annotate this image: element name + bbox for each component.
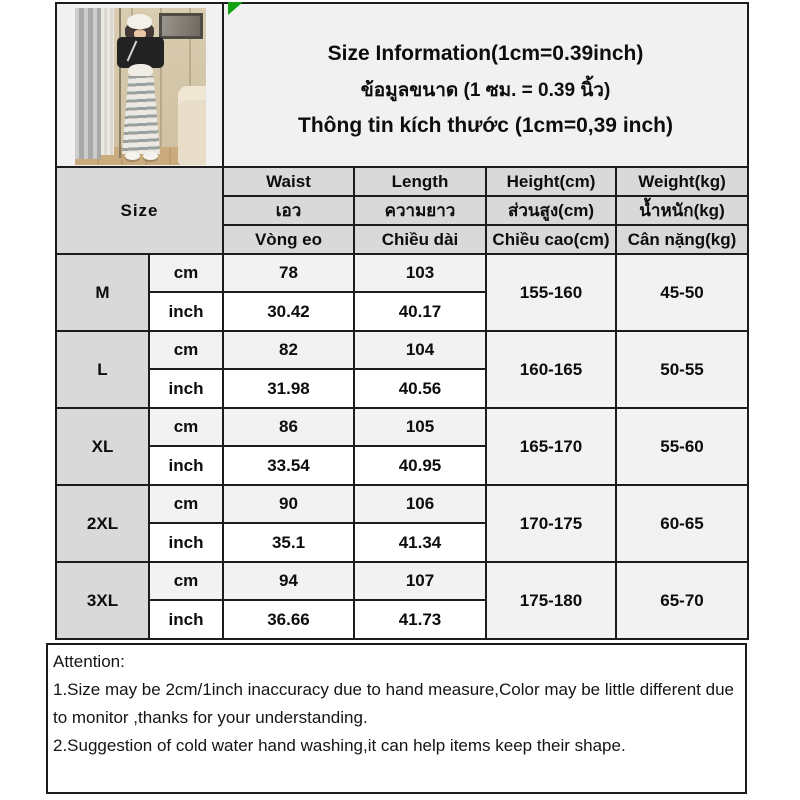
3xl-weight-range: 65-70 [616,562,748,639]
product-photo-cell [56,3,223,167]
attention-line-2: 2.Suggestion of cold water hand washing,it can help items keep their shape. [53,736,626,755]
title-thai: ข้อมูลขนาด (1 ซม. = 0.39 นิ้ว) [360,80,611,101]
picture-frame [159,13,203,39]
l-length-inch: 40.56 [354,369,486,408]
2xl-waist-cm: 90 [223,485,354,523]
header-row-english [56,167,748,196]
title-cell [223,3,748,167]
m-height-range: 155-160 [486,254,616,331]
attention-heading: Attention: [53,652,125,671]
col-header-length-vi: Chiều dài [354,225,486,254]
l-waist-inch: 31.98 [223,369,354,408]
green-corner-marker [228,2,243,15]
xl-height-range: 165-170 [486,408,616,485]
unit-inch: inch [149,600,223,639]
2xl-length-inch: 41.34 [354,523,486,562]
col-header-waist-vi: Vòng eo [223,225,354,254]
col-header-waist-th: เอว [223,196,354,225]
col-header-length-en: Length [354,167,486,196]
model-belly-band [128,64,153,78]
table-row-2xl-cm [56,485,748,523]
title-english: Size Information(1cm=0.39inch) [327,42,644,65]
col-header-waist-en: Waist [223,167,354,196]
model-striped-pants [122,76,160,154]
l-length-cm: 104 [354,331,486,369]
xl-waist-inch: 33.54 [223,446,354,485]
unit-cm: cm [149,562,223,600]
m-waist-inch: 30.42 [223,292,354,331]
3xl-length-cm: 107 [354,562,486,600]
unit-cm: cm [149,331,223,369]
size-label-l: L [56,331,149,408]
table-row-xl-cm [56,408,748,446]
unit-cm: cm [149,254,223,292]
col-header-weight-th: น้ำหนัก(kg) [616,196,748,225]
sheer-curtain [101,8,114,155]
l-waist-cm: 82 [223,331,354,369]
unit-cm: cm [149,485,223,523]
xl-length-cm: 105 [354,408,486,446]
table-row-l-cm [56,331,748,369]
attention-line-1: 1.Size may be 2cm/1inch inaccuracy due to hand measure,Color may be little different due to monitor ,thanks for your understanding. [53,680,734,727]
gray-curtain [75,8,101,159]
size-label-m: M [56,254,149,331]
col-header-weight-vi: Cân nặng(kg) [616,225,748,254]
3xl-waist-inch: 36.66 [223,600,354,639]
2xl-weight-range: 60-65 [616,485,748,562]
xl-weight-range: 55-60 [616,408,748,485]
col-header-weight-en: Weight(kg) [616,167,748,196]
col-header-height-vi: Chiều cao(cm) [486,225,616,254]
2xl-length-cm: 106 [354,485,486,523]
unit-inch: inch [149,523,223,562]
m-waist-cm: 78 [223,254,354,292]
unit-inch: inch [149,446,223,485]
2xl-waist-inch: 35.1 [223,523,354,562]
m-weight-range: 45-50 [616,254,748,331]
3xl-waist-cm: 94 [223,562,354,600]
l-height-range: 160-165 [486,331,616,408]
size-header: Size [56,167,223,254]
sofa [178,86,206,165]
m-length-inch: 40.17 [354,292,486,331]
unit-inch: inch [149,369,223,408]
col-header-height-en: Height(cm) [486,167,616,196]
product-photo [75,8,206,165]
model-shoe-left [125,152,140,160]
m-length-cm: 103 [354,254,486,292]
3xl-length-inch: 41.73 [354,600,486,639]
table-row-3xl-cm [56,562,748,600]
l-weight-range: 50-55 [616,331,748,408]
3xl-height-range: 175-180 [486,562,616,639]
size-label-xl: XL [56,408,149,485]
size-label-2xl: 2XL [56,485,149,562]
title-stack [224,32,747,138]
model-shoe-right [143,152,158,160]
unit-cm: cm [149,408,223,446]
mirror-edge [119,8,121,158]
model-cap [127,14,152,29]
photo-title-row [56,3,748,167]
xl-length-inch: 40.95 [354,446,486,485]
table-row-m-cm [56,254,748,292]
unit-inch: inch [149,292,223,331]
size-label-3xl: 3XL [56,562,149,639]
2xl-height-range: 170-175 [486,485,616,562]
col-header-length-th: ความยาว [354,196,486,225]
xl-waist-cm: 86 [223,408,354,446]
col-header-height-th: ส่วนสูง(cm) [486,196,616,225]
attention-box [46,643,747,794]
title-vietnamese: Thông tin kích thước (1cm=0,39 inch) [298,114,673,137]
size-table [55,2,749,640]
